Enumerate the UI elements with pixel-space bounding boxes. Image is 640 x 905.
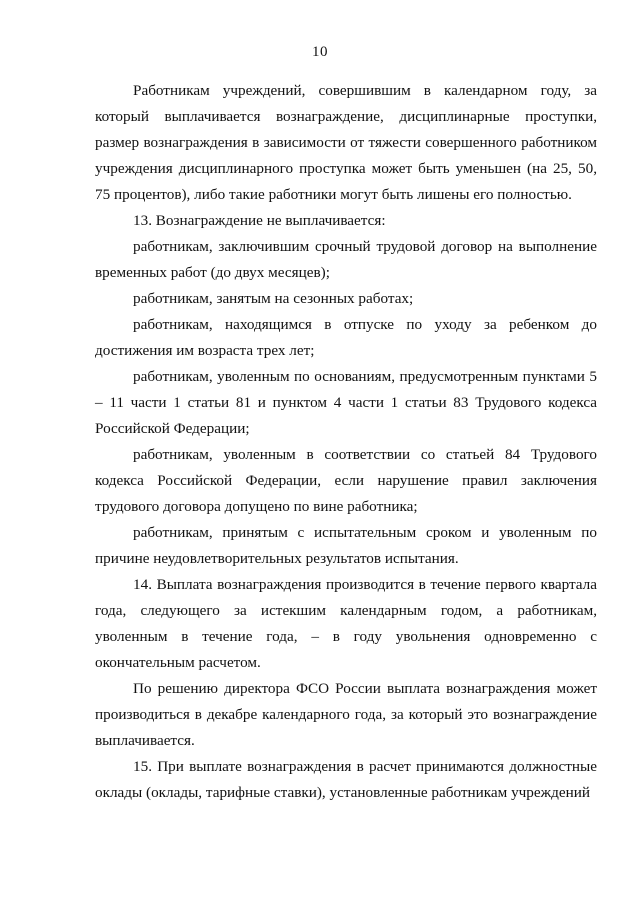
paragraph-parental-leave: работникам, находящимся в отпуске по уходу за ребенком до достижения им возраста трех лет; [95, 316, 597, 359]
paragraph-fixed-term-workers: работникам, заключившим срочный трудовой договор на выполнение временных работ (до двух месяцев); [95, 238, 597, 281]
paragraph-penalty-reduction: Работникам учреждений, совершившим в календарном году, за который выплачивается вознаграждение, дисциплинарные проступки, размер вознаграждения в зависимости от тяжести совершенного работником учреждения дисциплинарного проступка может быть уменьшен (на 25, 50, 75 процентов), либо такие работники могут быть лишены его полностью. [95, 82, 597, 203]
paragraph-dismissed-art-81-83: работникам, уволенным по основаниям, предусмотренным пунктами 5 – 11 части 1 статьи 81 и пунктом 4 части 1 статьи 83 Трудового кодекса Российской Федерации; [95, 368, 597, 437]
paragraph-probation: работникам, принятым с испытательным сроком и уволенным по причине неудовлетворительных результатов испытания. [95, 524, 597, 567]
paragraph-seasonal-workers: работникам, занятым на сезонных работах; [133, 290, 414, 307]
paragraph-14-payment-timing: 14. Выплата вознаграждения производится в течение первого квартала года, следующего за истекшим календарным годом, а работникам, уволенным в течение года, – в году увольнения одновременно с окончательным расчетом. [95, 576, 597, 671]
page-number: 10 [312, 44, 328, 60]
paragraph-13-heading: 13. Вознаграждение не выплачивается: [133, 212, 386, 229]
paragraph-15-salary-basis: 15. При выплате вознаграждения в расчет принимаются должностные оклады (оклады, тарифные ставки), установленные работникам учреждений [95, 758, 597, 801]
paragraph-dismissed-art-84: работникам, уволенным в соответствии со статьей 84 Трудового кодекса Российской Федерации, если нарушение правил заключения трудового договора допущено по вине работника; [95, 446, 597, 515]
document-body [95, 78, 597, 806]
paragraph-director-decision: По решению директора ФСО России выплата вознаграждения может производиться в декабре календарного года, за который это вознаграждение выплачивается. [95, 680, 597, 749]
